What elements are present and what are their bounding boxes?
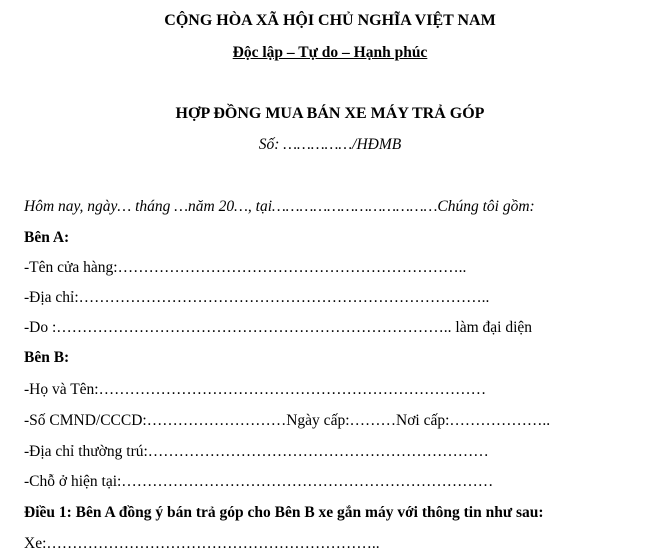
article-1-vehicle: Xe:……………………………………………………….. xyxy=(24,535,380,552)
party-b-full-name: -Họ và Tên:………………………………………………………………… xyxy=(24,381,487,398)
party-b-id-line: -Số CMND/CCCD:………………………Ngày cấp:………Nơi cấp:……………….. xyxy=(24,412,551,429)
intro-line: Hôm nay, ngày… tháng …năm 20…, tại………………………………Chúng tôi gồm: xyxy=(24,198,535,215)
contract-number: Số: ……………/HĐMB xyxy=(258,136,402,153)
party-a-address: -Địa chỉ:…………………………………………………………………….. xyxy=(24,289,490,306)
party-a-heading: Bên A: xyxy=(24,229,70,246)
party-b-permanent-address: -Địa chỉ thường trú:………………………………………………………… xyxy=(24,443,489,460)
article-1-heading: Điều 1: Bên A đồng ý bán trả góp cho Bên B xe gắn máy với thông tin như sau: xyxy=(24,504,544,521)
party-b-heading: Bên B: xyxy=(24,349,70,366)
party-b-current-residence: -Chỗ ở hiện tại:……………………………………………………………… xyxy=(24,473,494,490)
nation-header: CỘNG HÒA XÃ HỘI CHỦ NGHĨA VIỆT NAM xyxy=(164,12,496,29)
party-a-store-name: -Tên cửa hàng:………………………………………………………….. xyxy=(24,259,467,276)
document-title: HỢP ĐỒNG MUA BÁN XE MÁY TRẢ GÓP xyxy=(175,105,485,122)
motto: Độc lập – Tự do – Hạnh phúc xyxy=(232,44,428,61)
party-a-representative: -Do :………………………………………………………………….. làm đại diện xyxy=(24,319,533,336)
